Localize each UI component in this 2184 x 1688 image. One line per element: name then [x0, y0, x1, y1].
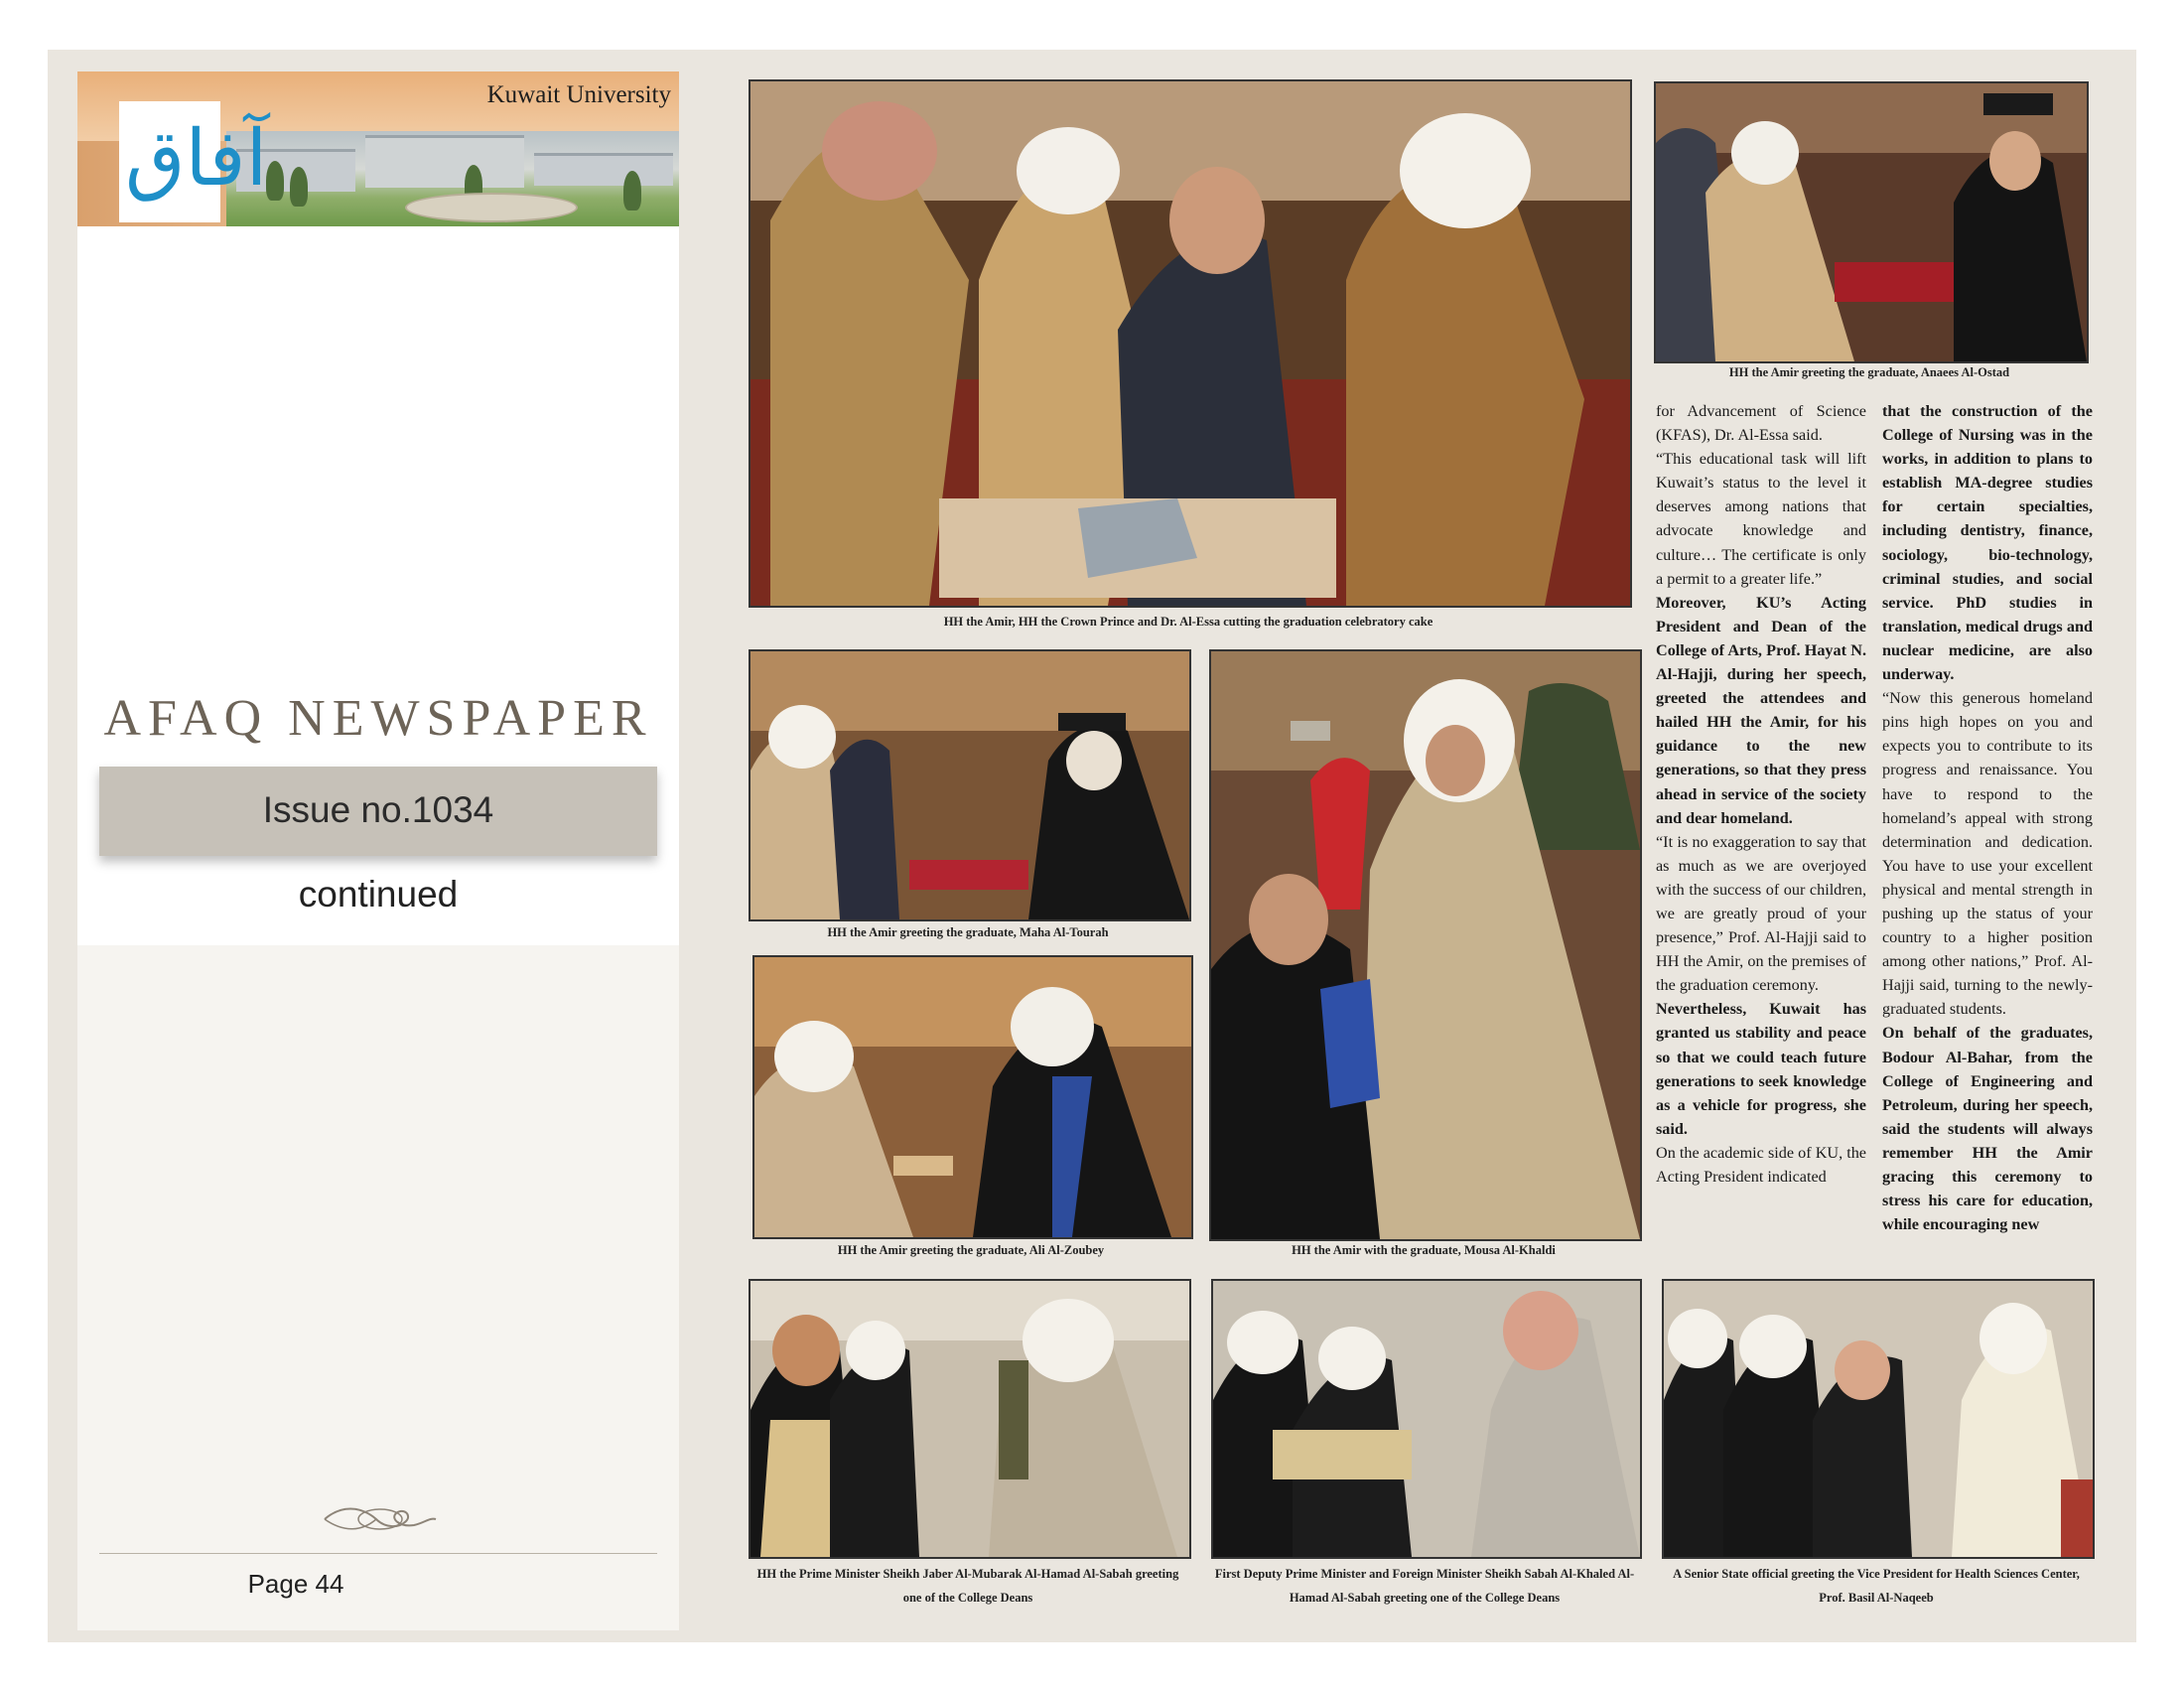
- continued-label: continued: [298, 874, 459, 914]
- afaq-logo: [119, 101, 268, 222]
- caption-ali: HH the Amir greeting the graduate, Ali Al-Zoubey: [837, 1243, 1105, 1257]
- article-column-2: [1882, 399, 2093, 1257]
- photo-mousa: [1209, 649, 1642, 1241]
- caption-mousa: HH the Amir with the graduate, Mousa Al-Khaldi: [1292, 1243, 1556, 1257]
- publication-title: AFAQ NEWSPAPER: [103, 690, 653, 747]
- caption-anaees: HH the Amir greeting the graduate, Anaees Al-Ostad: [1728, 365, 2010, 379]
- photo-cake-cutting: [749, 79, 1632, 608]
- photo-maha: [749, 649, 1191, 921]
- article-paragraph: On the academic side of KU, the Acting President indicated: [1656, 1143, 1866, 1186]
- photo-senior-official: [1662, 1279, 2095, 1559]
- article-paragraph: for Advancement of Science (KFAS), Dr. Al-Essa said.: [1656, 402, 1866, 445]
- caption-senior-official: [1662, 1565, 2091, 1608]
- caption-cake: HH the Amir, HH the Crown Prince and Dr. Al-Essa cutting the graduation celebratory cake: [943, 615, 1433, 629]
- photo-prime-minister: [749, 1279, 1191, 1559]
- photo-anaees: [1654, 81, 2089, 363]
- caption-maha: HH the Amir greeting the graduate, Maha Al-Tourah: [827, 925, 1109, 939]
- university-name: Kuwait University: [486, 81, 671, 108]
- footer-rule: [99, 1553, 657, 1554]
- campus-banner: [77, 71, 679, 226]
- photo-first-deputy-pm: [1211, 1279, 1642, 1559]
- article-paragraph: Nevertheless, Kuwait has granted us stability and peace so that we could teach future generations to seek knowledge as a vehicle for progress, she said.: [1656, 1000, 1866, 1138]
- page-number: Page 44: [247, 1569, 344, 1599]
- flourish-ornament: [321, 1499, 440, 1539]
- article-paragraph: Moreover, KU’s Acting President and Dean of the College of Arts, Prof. Hayat N. Al-Hajji, during her speech, greeted the attendees and hailed HH the Amir, for his guidance to the new generations, so that they press ahead in service of the society and dear homeland.: [1656, 593, 1866, 827]
- caption-line: Prof. Basil Al-Naqeeb: [1819, 1591, 1934, 1605]
- caption-line: First Deputy Prime Minister and Foreign Minister Sheikh Sabah Al-Khaled Al-: [1214, 1567, 1635, 1581]
- cover-panel: [77, 71, 679, 1630]
- article-paragraph: On behalf of the graduates, Bodour Al-Bahar, from the College of Engineering and Petroleum, during her speech, said the students will always remember HH the Amir gracing this ceremony to stress his care for education, while encouraging new: [1882, 1024, 2093, 1234]
- caption-line: A Senior State official greeting the Vice President for Health Sciences Center,: [1673, 1567, 2080, 1581]
- article-paragraph: “It is no exaggeration to say that as much as we are overjoyed with the success of our children, we are greatly proud of your presence,” Prof. Al-Hajji said to HH the Amir, on the premises of the graduation ceremony.: [1656, 832, 1866, 995]
- article-paragraph: “Now this generous homeland pins high hopes on you and expects you to contribute to its progress and renaissance. You have to respond to the homeland’s appeal with strong determination and dedication. You have to use your excellent physical and mental strength in pushing up the status of your country to a higher position among other nations,” Prof. Al-Hajji said, turning to the newly-graduated students.: [1882, 689, 2093, 1019]
- caption-line: Hamad Al-Sabah greeting one of the College Deans: [1289, 1591, 1561, 1605]
- article-column-1: [1656, 399, 1866, 1257]
- caption-first-deputy-pm: [1211, 1565, 1638, 1608]
- caption-line: one of the College Deans: [902, 1591, 1033, 1605]
- caption-prime-minister: [749, 1565, 1187, 1608]
- afaq-logo-text: آفاق: [125, 114, 268, 204]
- article-paragraph: “This educational task will lift Kuwait’s status to the level it deserves among nations that advocate knowledge and culture… The certificate is only a permit to a greater life.”: [1656, 450, 1866, 588]
- photo-ali: [752, 955, 1193, 1239]
- issue-number: Issue no.1034: [99, 767, 657, 856]
- article-paragraph: that the construction of the College of Nursing was in the works, in addition to plans to establish MA-degree studies for certain specialties, including dentistry, finance, sociology, bio-technology, criminal studies, and social service. PhD studies in translation, medical drugs and nuclear medicine, are also underway.: [1882, 402, 2093, 684]
- caption-line: HH the Prime Minister Sheikh Jaber Al-Mubarak Al-Hamad Al-Sabah greeting: [756, 1567, 1179, 1581]
